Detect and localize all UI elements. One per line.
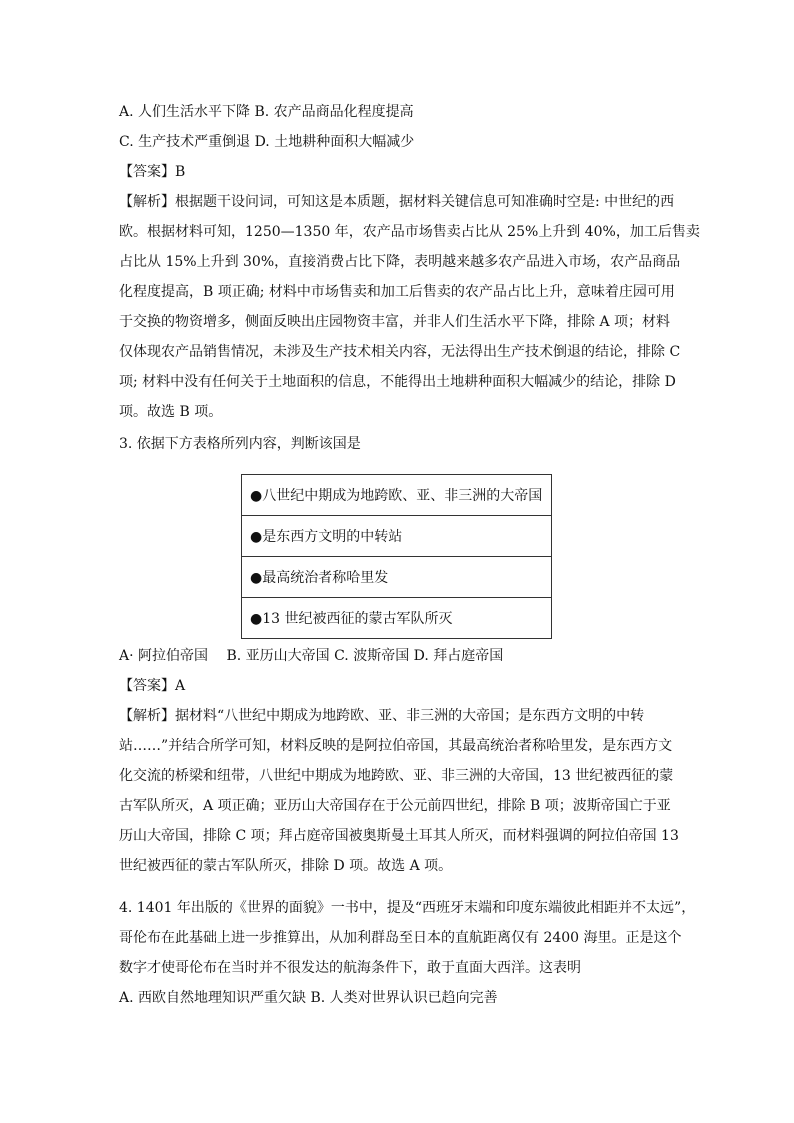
q4-stem-line: 4. 1401 年出版的《世界的面貌》一书中，提及“西班牙末端和印度东端彼此相距并不太远”， xyxy=(119,900,696,916)
table-cell: ●八世纪中期成为地跨欧、亚、非三洲的大帝国 xyxy=(242,475,552,516)
q2-answer: 【答案】B xyxy=(119,164,186,180)
q3-analysis-line: 古军队所灭，A 项正确；亚历山大帝国存在于公元前四世纪，排除 B 项；波斯帝国亡于亚 xyxy=(119,798,671,814)
q2-analysis-line: 化程度提高，B 项正确; 材料中市场售卖和加工后售卖的农产品占比上升，意味着庄园可用 xyxy=(119,284,675,300)
q2-analysis-line: 占比从 15%上升到 30%，直接消费占比下降，表明越来越多农产品进入市场，农产品商品 xyxy=(119,254,681,270)
table-row xyxy=(242,475,552,516)
q3-analysis-line: 化交流的桥梁和纽带，八世纪中期成为地跨欧、亚、非三洲的大帝国，13 世纪被西征的蒙 xyxy=(119,768,674,784)
q4-stem-line: 哥伦布在此基础上进一步推算出，从加利群岛至日本的直航距离仅有 2400 海里。正是这个 xyxy=(119,930,682,946)
table-row xyxy=(242,557,552,598)
q4-options-line-1: A. 西欧自然地理知识严重欠缺 B. 人类对世界认识已趋向完善 xyxy=(119,990,498,1006)
q2-analysis-line: 欧。根据材料可知，1250—1350 年，农产品市场售卖占比从 25%上升到 40%，加工后售卖 xyxy=(119,224,700,240)
q2-options-line-2: C. 生产技术严重倒退 D. 土地耕种面积大幅减少 xyxy=(119,134,415,150)
q2-options-line-1: A. 人们生活水平下降 B. 农产品商品化程度提高 xyxy=(119,104,414,120)
table-row xyxy=(242,598,552,639)
q2-analysis-line: 仅体现农产品销售情况，未涉及生产技术相关内容，无法得出生产技术倒退的结论，排除 C xyxy=(119,344,681,360)
table-cell: ●是东西方文明的中转站 xyxy=(242,516,552,557)
table-cell: ●最高统治者称哈里发 xyxy=(242,557,552,598)
q3-analysis-line: 世纪被西征的蒙古军队所灭，排除 D 项。故选 A 项。 xyxy=(119,858,453,874)
q3-analysis-line: 历山大帝国，排除 C 项；拜占庭帝国被奥斯曼土耳其人所灭，而材料强调的阿拉伯帝国 13 xyxy=(119,828,679,844)
q2-analysis-line: 【解析】根据题干设问词，可知这是本质题，据材料关键信息可知准确时空是: 中世纪的西 xyxy=(119,194,675,210)
q3-analysis-line: 【解析】据材料“八世纪中期成为地跨欧、亚、非三洲的大帝国；是东西方文明的中转 xyxy=(119,708,645,724)
q3-stem: 3. 依据下方表格所列内容，判断该国是 xyxy=(119,436,361,452)
q2-analysis-line: 于交换的物资增多，侧面反映出庄园物资丰富，并非人们生活水平下降，排除 A 项；材料 xyxy=(119,314,671,330)
q3-analysis-line: 站……”并结合所学可知，材料反映的是阿拉伯帝国，其最高统治者称哈里发，是东西方文 xyxy=(119,738,673,754)
table-cell: ●13 世纪被西征的蒙古军队所灭 xyxy=(242,598,552,639)
q4-stem-line: 数字才使哥伦布在当时并不很发达的航海条件下，敢于直面大西洋。这表明 xyxy=(119,960,581,976)
table-row xyxy=(242,516,552,557)
q2-analysis-line: 项; 材料中没有任何关于土地面积的信息，不能得出土地耕种面积大幅减少的结论，排除 D xyxy=(119,374,676,390)
q3-answer: 【答案】A xyxy=(119,678,186,694)
q2-analysis-line: 项。故选 B 项。 xyxy=(119,404,223,420)
q3-options: A· 阿拉伯帝国 B. 亚历山大帝国 C. 波斯帝国 D. 拜占庭帝国 xyxy=(119,648,504,664)
q3-info-table xyxy=(241,474,552,639)
